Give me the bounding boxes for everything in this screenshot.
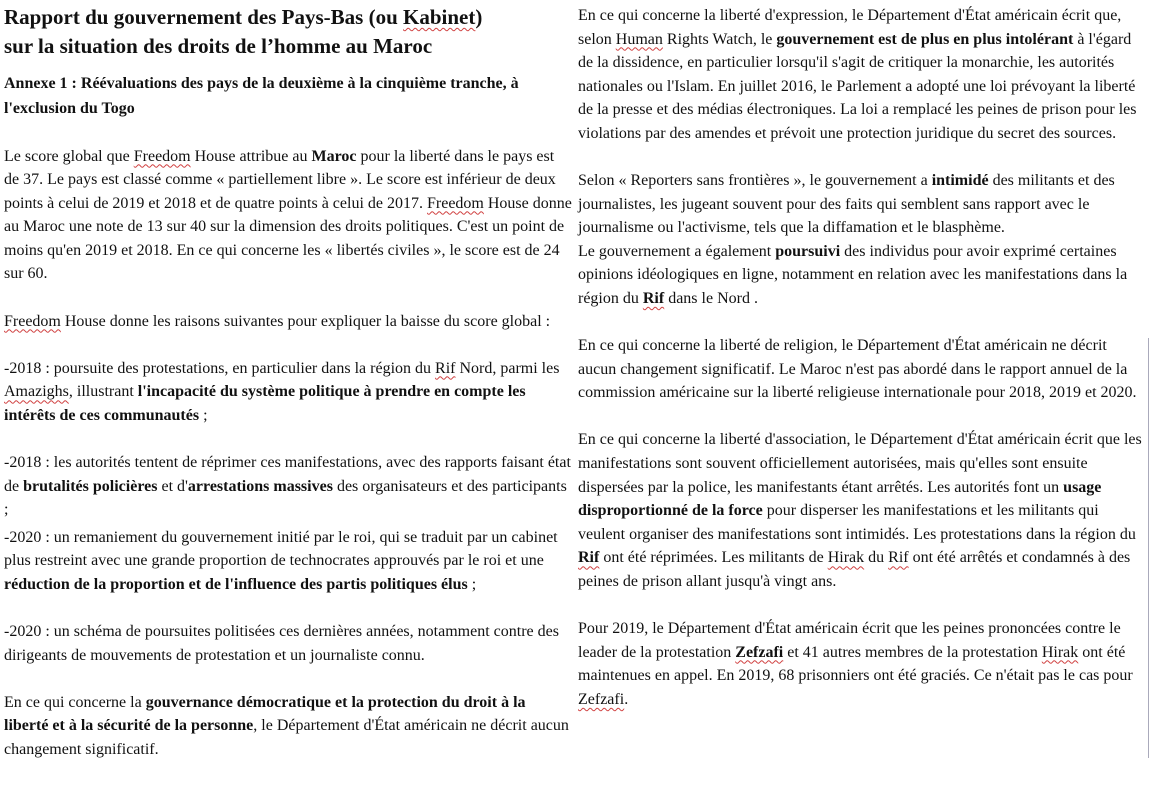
annex-heading: Annexe 1 : Réévaluations des pays de la deuxième à la cinquième tranche, à l'exclusion du Togo [4,75,519,117]
paragraph-rsf: Selon « Reporters sans frontières », le gouvernement a intimidé des militants et des journalistes, les jugeant souvent pour des faits qui semblent sans rapport avec le journalisme ou l'activisme, tels que la diffamation et le blasphème. [578,172,1115,237]
right-column [578,0,1148,711]
paragraph-association: En ce qui concerne la liberté d'association, le Département d'État américain écrit que les manifestations sont souvent officiellement autorisées, mais qu'elles sont ensuite dispersées par la police, les manifestants étant arrêtés. Les autorités font un usage disproportionné de la force pour disperser les manifestations et les militants qui veulent organiser des manifestations sont intimidés. Les protestations dans la région du Rif ont été réprimées. Les militants de Hirak du Rif ont été arrêtés et condamnés à des peines de prison allant jusqu'à vingt ans. [578,431,1142,590]
paragraph-reasons: Freedom House donne les raisons suivantes pour expliquer la baisse du score global : [4,312,551,330]
left-column [4,0,572,761]
list-item-2018-repression: -2018 : les autorités tentent de réprimer ces manifestations, avec des rapports faisant état de brutalités policières et d'arrestations massives des organisateurs et des participants ; [4,453,571,519]
paragraph-online-prosecutions: Le gouvernement a également poursuivi des individus pour avoir exprimé certaines opinions idéologiques en ligne, notamment en relation avec les manifestations dans la région du Rif dans le Nord . [578,242,1128,308]
list-item-2020-prosecutions: -2020 : un schéma de poursuites politisées ces dernières années, notamment contre des dirigeants de mouvements de protestation et un journaliste connu. [4,623,559,664]
paragraph-score: Le score global que Freedom House attribue au Maroc pour la liberté dans le pays est de 37. Le pays est classé comme « partiellement libre ». Le score est inférieur de deux points à celui de 2019 et 2018 et de quatre points à celui de 2017. Freedom House donne au Maroc une note de 13 sur 40 sur la dimension des droits politiques. C'est un point de moins qu'en 2019 et 2018. En ce qui concerne les « libertés civiles », le score est de 24 sur 60. [4,147,572,283]
paragraph-governance: En ce qui concerne la gouvernance démocratique et la protection du droit à la liberté et à la sécurité de la personne, le Département d'État américain ne décrit aucun changement significatif. [4,693,569,758]
paragraph-zefzafi: Pour 2019, le Département d'État américain écrit que les peines prononcées contre le leader de la protestation Zefzafi et 41 autres membres de la protestation Hirak ont été maintenues en appel. En 2019, 68 prisonniers ont été graciés. Ce n'était pas le cas pour Zefzafi. [578,620,1133,708]
paragraph-expression: En ce qui concerne la liberté d'expression, le Département d'État américain écrit que, selon Human Rights Watch, le gouvernement est de plus en plus intolérant à l'égard de la dissidence, en particulier lorsqu'il s'agit de critiquer la monarchie, les autorités nationales ou l'Islam. En juillet 2016, le Parlement a adopté une loi prévoyant la liberté de la presse et des médias électroniques. La loi a remplacé les peines de prison pour les violations par des amendes et prévoit une protection juridique du secret des sources. [578,7,1137,142]
column-divider [1148,338,1149,758]
paragraph-religion: En ce qui concerne la liberté de religion, le Département d'État américain ne décrit aucun changement significatif. Le Maroc n'est pas abordé dans le rapport annuel de la commission américaine sur la liberté religieuse internationale pour 2018, 2019 et 2020. [578,337,1137,402]
list-item-2020-reshuffle: -2020 : un remaniement du gouvernement initié par le roi, qui se traduit par un cabinet plus restreint avec une grande proportion de technocrates approuvés par le roi et une réduction de la proportion et de l'influence des partis politiques élus ; [4,528,558,593]
document-title: Rapport du gouvernement des Pays-Bas (ou Kabinet) sur la situation des droits de l’homme au Maroc [4,5,483,58]
list-item-2018-protests: -2018 : poursuite des protestations, en particulier dans la région du Rif Nord, parmi les Amazighs, illustrant l'incapacité du système politique à prendre en compte les intérêts de ces communautés ; [4,359,560,424]
